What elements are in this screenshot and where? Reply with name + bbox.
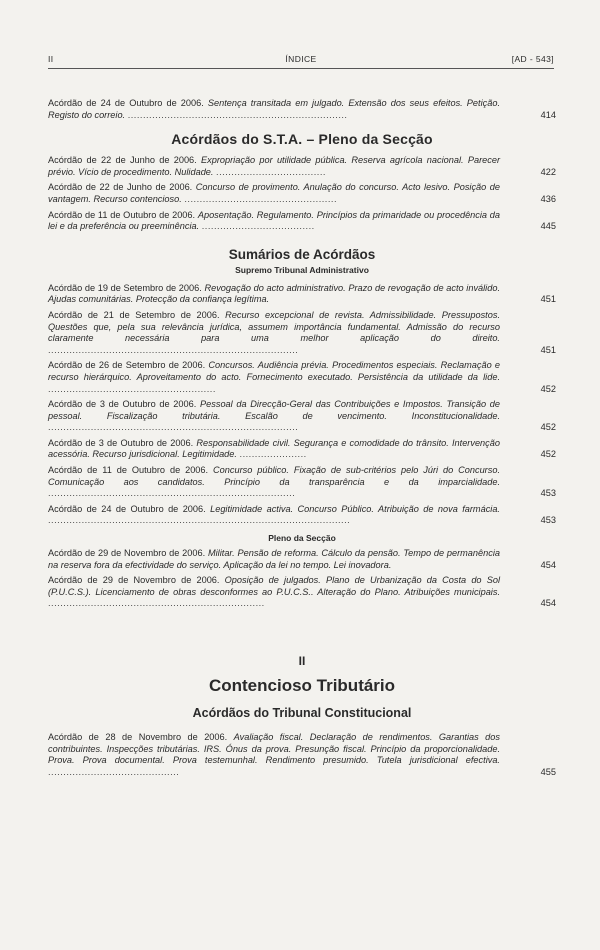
entry-date: Acórdão de 29 de Novembro de 2006. [48,548,206,559]
index-entry [48,98,556,121]
entry-summary: Aposentação. Regulamento. Princípios da primaridade ou procedência da lei e da preferência ou preeminência. [48,209,500,232]
entry-page-number: 422 [540,166,556,177]
entry-page-number: 454 [540,598,556,609]
entry-summary: Sentença transitada em julgado. Extensão dos seus efeitos. Petição. Registo do correio. [48,98,500,120]
entry-date: Acórdão de 3 de Outubro de 2006. [48,437,194,448]
entry-summary: Militar. Pensão de reforma. Cálculo da pensão. Tempo de permanência na reserva fora da efectividade do serviço. Aplicação da lei no tempo. Lei inovadora. [48,548,500,570]
part-title: Contencioso Tributário [208,676,396,695]
index-entry [48,310,556,356]
entry-page-number: 436 [540,193,556,204]
leader-dots: ........................................................................ [127,109,348,120]
entry-page-number: 452 [540,383,556,394]
header-divider [48,68,554,69]
entry-summary: Concursos. Audiência prévia. Procedimentos especiais. Reclamação e recurso hierárquico. Aproveitamento do acto. Fornecimento executado. Persistência da utilidade da lide. [48,360,500,382]
index-entry [48,182,556,205]
entry-date: Acórdão de 24 de Outubro de 2006. [48,98,204,108]
entry-summary: Revogação do acto administrativo. Prazo de revogação de acto inválido. Ajudas comunitárias. Protecção da confiança legítima. [48,282,500,305]
entry-page-number: 452 [540,449,556,460]
leader-dots: ....................................................................... [48,598,265,609]
leader-dots: ................................................................................. [48,488,296,499]
leader-dots: .................................................................................. [48,422,299,433]
entry-page-number: 453 [540,488,556,499]
leader-dots: ........................................... [48,766,180,777]
leader-dots: .................................................................................. [48,344,299,355]
leader-dots: .................................... [216,166,326,177]
leader-dots: ..................................... [201,221,315,232]
index-entry [48,283,556,306]
section-subheading: Supremo Tribunal Administrativo [235,264,369,275]
entry-summary: Avaliação fiscal. Declaração de rendimentos. Garantias dos contribuintes. Inspecções tributárias. IRS. Ónus da prova. Presunção fiscal. Princípio da proporcionalidade. Prova. Prova documental. Prova testemunhal. Rendimento presumido. Tutela jurisdicional efectiva. [48,732,500,766]
index-content [48,98,556,782]
entry-date: Acórdão de 29 de Novembro de 2006. [48,575,220,586]
leader-dots: ................................................................................................... [48,515,351,526]
entry-summary: Concurso público. Fixação de sub-critérios pelo Júri do Concurso. Comunicação aos candidatos. Princípio da transparência e da imparcialidade. [48,465,500,487]
index-entry [48,210,556,233]
entry-summary: Recurso excepcional de revista. Admissibilidade. Pressupostos. Questões que, pela sua relevância jurídica, assumem importância fundamental. Admissão do recurso claramente necessária para uma melhor aplicação do direito. [48,309,500,344]
index-entry [48,465,556,500]
index-entry [48,504,556,527]
entry-page-number: 414 [540,109,556,120]
entry-page-number: 454 [540,559,556,570]
entry-date: Acórdão de 22 de Junho de 2006. [48,155,197,166]
part-number: II [298,654,306,668]
entry-date: Acórdão de 11 de Outubro de 2006. [48,465,209,476]
entry-date: Acórdão de 28 de Novembro de 2006. [48,732,228,742]
entry-page-number: 451 [540,344,556,355]
index-entry [48,360,556,395]
entry-summary: Legitimidade activa. Concurso Público. Atribuição de nova farmácia. [210,503,500,514]
entry-date: Acórdão de 19 de Setembro de 2006. [48,282,202,293]
entry-date: Acórdão de 11 de Outubro de 2006. [48,209,196,220]
section-heading: Sumários de Acórdãos [228,246,376,262]
leader-dots: .................................................. [184,193,338,204]
entry-summary: Oposição de julgados. Plano de Urbanização da Costa do Sol (P.U.C.S.). Licenciamento de obras desconformes ao P.U.C.S.. Alteração do Plano. Atribuições municipais. [48,575,500,597]
entry-summary: Pessoal da Direcção-Geral das Contribuições e Impostos. Transição de pessoal. Fiscalização tributária. Escalão de vencimento. Inconstitucionalidade. [48,399,501,421]
index-entry [48,732,556,778]
section-heading: Acórdãos do Tribunal Constitucional [192,706,412,720]
index-entry [48,438,556,461]
index-entry [48,155,556,178]
entry-page-number: 445 [540,221,556,232]
header-part-number: II [48,54,54,64]
entry-date: Acórdão de 24 de Outubro de 2006. [48,503,206,514]
section-subheading: Pleno da Secção [268,533,336,544]
entry-date: Acórdão de 22 de Junho de 2006. [48,182,193,193]
entry-summary: Concurso de provimento. Anulação do concurso. Acto lesivo. Posição de vantagem. Recurso contencioso. [48,182,501,204]
header-page-ref: [AD - 543] [511,54,554,64]
entry-page-number: 455 [540,766,556,777]
section-heading: Acórdãos do S.T.A. – Pleno da Secção [171,131,433,148]
entry-date: Acórdão de 26 de Setembro de 2006. [48,360,206,371]
entry-date: Acórdão de 3 de Outubro de 2006. [48,399,197,410]
entry-page-number: 453 [540,515,556,526]
running-header [48,54,554,68]
leader-dots: ....................................................... [48,383,216,394]
entry-summary: Expropriação por utilidade pública. Reserva agrícola nacional. Parecer prévio. Vício de procedimento. Nulidade. [48,155,501,177]
header-title: ÍNDICE [285,54,317,64]
entry-page-number: 451 [540,294,556,305]
index-entry [48,575,556,610]
entry-date: Acórdão de 21 de Setembro de 2006. [48,309,220,320]
leader-dots: ...................... [239,449,307,460]
entry-page-number: 452 [540,422,556,433]
index-entry [48,548,556,571]
entry-summary: Responsabilidade civil. Segurança e comodidade do trânsito. Intervenção acessória. Recurso jurisdicional. Legitimidade. [48,437,500,460]
index-entry [48,399,556,434]
